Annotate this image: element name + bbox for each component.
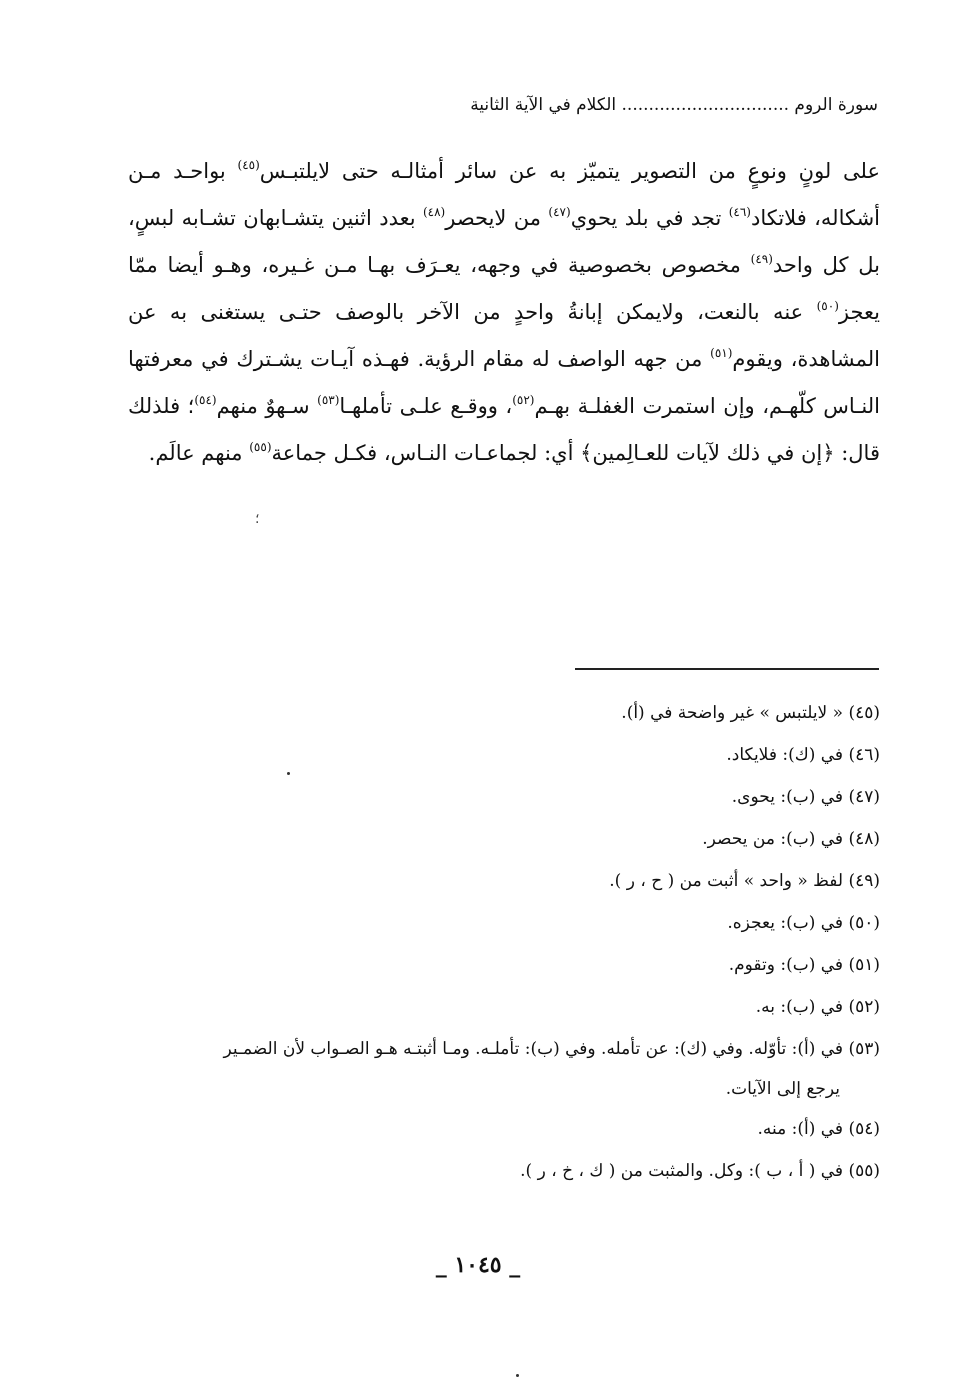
footnote-item: (٥٥) في ( أ ، ب ): وكل. والمثبت من ( ك ، خ ، ر ).: [520, 1161, 880, 1181]
footnotes-list: [128, 692, 880, 1192]
stray-mark: ؛: [255, 511, 260, 527]
text-run: منهم عالَم.: [148, 441, 250, 465]
text-run: بواحـد مـن أشكاله، فلاتكاد: [128, 159, 880, 230]
footnote-ref[interactable]: (٥٣): [317, 393, 340, 407]
text-run: تجد في بلد يحوي: [570, 206, 729, 230]
footnote-ref[interactable]: (٤٥): [237, 158, 260, 172]
footnote-ref[interactable]: (٤٩): [750, 252, 773, 266]
footnote-ref[interactable]: (٥٢): [512, 393, 535, 407]
page-number: _ ١٠٤٥ _: [435, 1252, 521, 1278]
footnote-item: (٥٢) في (ب): به.: [755, 997, 880, 1017]
footnote-item: (٤٨) في (ب): من يحصر.: [702, 829, 880, 849]
footnote-ref[interactable]: (٤٧): [548, 205, 571, 219]
footnote-ref-number: ٤٨: [427, 205, 441, 219]
footnote-item: (٤٧) في (ب): يحوى.: [731, 787, 880, 807]
footnote-ref[interactable]: (٥٠): [816, 299, 839, 313]
speck-mark: [516, 1374, 519, 1377]
text-run: من لايحصر: [445, 206, 549, 230]
text-run: على لونٍ ونوعٍ من التصوير يتميّز به عن سائر أمثالـه حتى لايلتبـس: [259, 159, 881, 183]
text-run: ، ووقـع علـى تأملهـا: [339, 394, 513, 418]
footnote-ref-number: ٥٣: [321, 393, 335, 407]
footnote-ref-number: ٤٩: [755, 252, 769, 266]
footnote-item: (٤٥) « لايلتبس » غير واضحة في (أ).: [621, 703, 880, 723]
text-run: من جهه الواصف له مقام الرؤية. فهـذه آيـات يشـترك في معرفتها النـاس كلّهـم، وإن استمرت الغفلـة بهـم: [128, 347, 880, 418]
text-run: سـهوٌ منهم: [216, 394, 318, 418]
footnote-ref-number: ٥٥: [253, 440, 267, 454]
footnote-ref[interactable]: (٥٤): [194, 393, 217, 407]
footnote-ref-number: ٥٤: [199, 393, 212, 407]
body-paragraph: [128, 148, 880, 477]
footnote-item: (٥٤) في (أ): منه.: [757, 1119, 880, 1139]
footnote-item: (٤٩) لفظ « واحد » أثبت من ( ح ، ر ).: [609, 871, 880, 891]
footnote-ref-number: ٥٠: [821, 299, 835, 313]
footnote-ref-number: ٤٦: [733, 205, 747, 219]
running-head-text: سورة الروم ............................... الكلام في الآية الثانية: [470, 95, 878, 115]
text-run: ؛ فلذلك قال: ﴿إن في ذلك لآيات للعـالِمين﴾ أي: لجماعـات النـاس، فكـل جماعة: [128, 394, 880, 465]
footnote-ref-number: ٤٥: [242, 158, 256, 172]
footnote-ref[interactable]: (٥١): [710, 346, 733, 360]
footnote-item: (٥٠) في (ب): يعجزه.: [727, 913, 880, 933]
footnote-ref-number: ٤٧: [553, 205, 566, 219]
footnote-item: (٥١) في (ب): وتقوم.: [728, 955, 880, 975]
running-head: [130, 92, 878, 118]
footnote-separator: [575, 668, 879, 670]
footnote-item: (٤٦) في (ك): فلايكاد.: [726, 745, 880, 765]
footnote-ref-number: ٥٢: [516, 393, 530, 407]
footnote-ref-number: ٥١: [714, 346, 728, 360]
text-run: مخصوص بخصوصية في وجهه، يعـرَف بهـا مـن غـيره، وهـو أيضا ممّا يعجز: [128, 253, 880, 324]
text-run: عنه بالنعت، ولايمكن إبانةُ واحدٍ من الآخر بالوصف حتـى يستغنى به عن المشاهدة، ويقوم: [128, 300, 880, 371]
footnote-continuation: يرجع إلى الآيات.: [725, 1079, 840, 1099]
text-run: بعدد اثنين يتشـابهان تشـابه لبسٍ، بل كل واحد: [128, 206, 880, 277]
footnote-ref[interactable]: (٤٦): [728, 205, 751, 219]
footnote-ref[interactable]: (٥٥): [249, 440, 272, 454]
speck-mark: [287, 772, 290, 775]
footnote-item: (٥٣) في (أ): تأوّله. وفي (ك): عن تأمله. وفي (ب): تأملـه. ومـا أثبتـه هـو الصـواب لأن الضمـير: [223, 1039, 880, 1059]
footnote-ref[interactable]: (٤٨): [422, 205, 446, 219]
